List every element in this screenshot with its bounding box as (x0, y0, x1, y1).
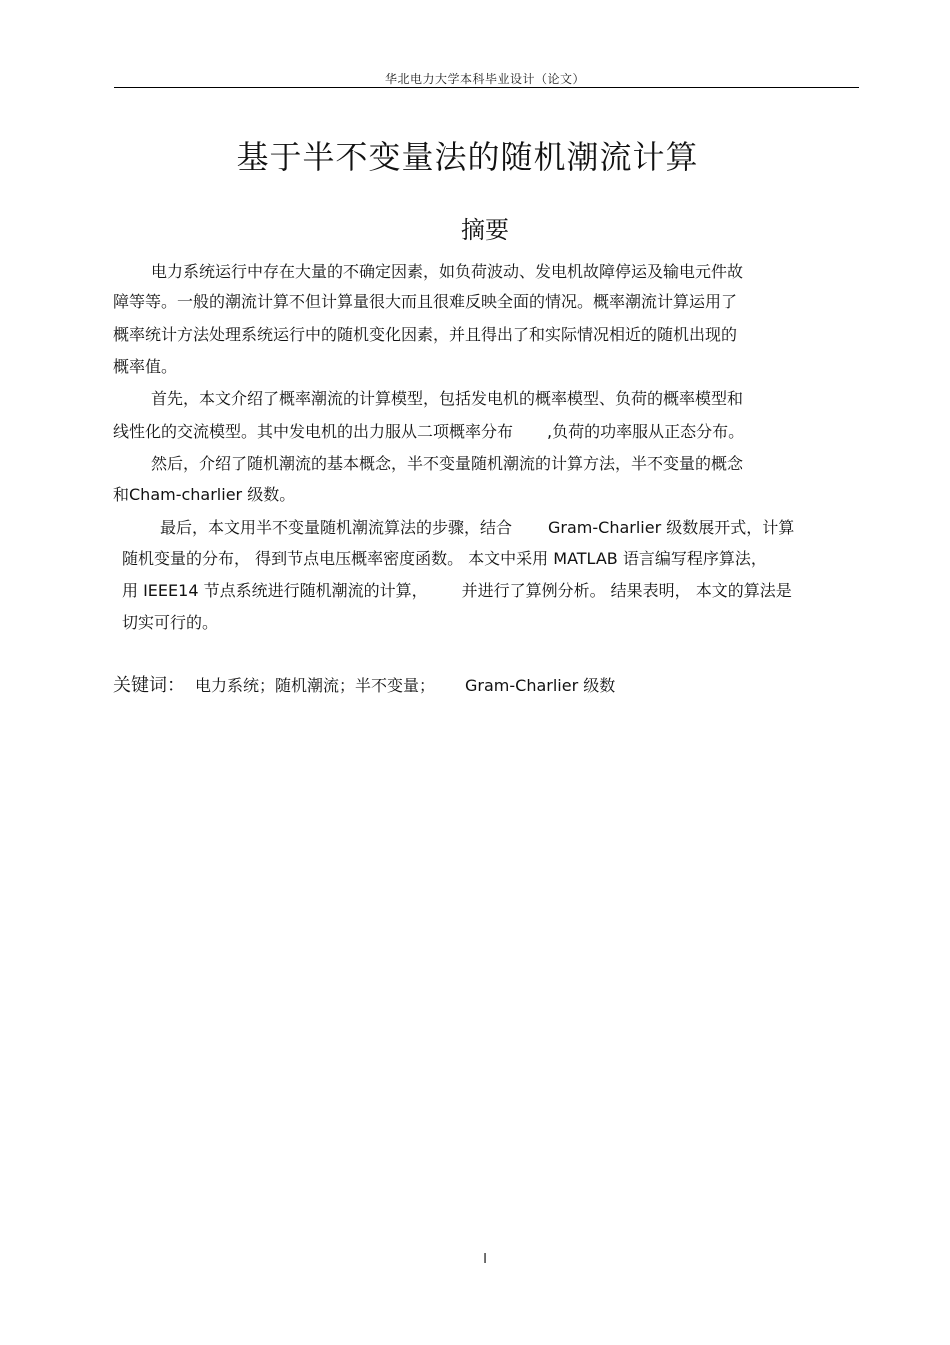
abstract-line-segment: Gram-Charlier 级数展开式，计算 (548, 518, 795, 537)
abstract-line (122, 579, 792, 603)
abstract-line: 随机变量的分布， 得到节点电压概率密度函数。 本文中采用 MATLAB 语言编写程序算法， (122, 549, 767, 568)
abstract-line: 障等等。一般的潮流计算不但计算量很大而且很难反映全面的情况。概率潮流计算运用了 (113, 292, 738, 311)
abstract-line-segment: 线性化的交流模型。其中发电机的出力服从二项概率分布 (113, 422, 514, 441)
abstract-line: 首先，本文介绍了概率潮流的计算模型，包括发电机的概率模型、负荷的概率模型和 (151, 389, 744, 408)
abstract-line: 切实可行的。 (122, 613, 219, 632)
header-rule (114, 87, 859, 88)
keywords-extra: Gram-Charlier 级数 (465, 676, 616, 695)
running-header: 华北电力大学本科毕业设计（论文） (384, 72, 585, 86)
paper-title: 基于半不变量法的随机潮流计算 (236, 138, 699, 176)
abstract-line: 电力系统运行中存在大量的不确定因素，如负荷波动、发电机故障停运及输电元件故 (151, 262, 744, 281)
abstract-heading: 摘要 (461, 216, 509, 244)
abstract-line: 然后，介绍了随机潮流的基本概念，半不变量随机潮流的计算方法，半不变量的概念 (151, 454, 744, 473)
keywords (113, 674, 615, 698)
abstract-line-segment: ,负荷的功率服从正态分布。 (547, 422, 745, 441)
abstract-line: 和Cham-charlier 级数。 (113, 485, 296, 504)
abstract-line-segment: 用 IEEE14 节点系统进行随机潮流的计算， (122, 581, 428, 600)
abstract-line: 概率统计方法处理系统运行中的随机变化因素，并且得出了和实际情况相近的随机出现的 (113, 325, 738, 344)
page-number: I (483, 1252, 487, 1267)
abstract-line-segment: 并进行了算例分析。 结果表明， 本文的算法是 (461, 581, 792, 600)
abstract-line: 概率值。 (113, 357, 178, 376)
abstract-line (113, 420, 744, 444)
abstract-line (160, 516, 794, 540)
keywords-items: 电力系统；随机潮流；半不变量； (195, 676, 436, 695)
keywords-label: 关键词： (113, 675, 185, 696)
abstract-line-segment: 最后，本文用半不变量随机潮流算法的步骤，结合 (160, 518, 513, 537)
